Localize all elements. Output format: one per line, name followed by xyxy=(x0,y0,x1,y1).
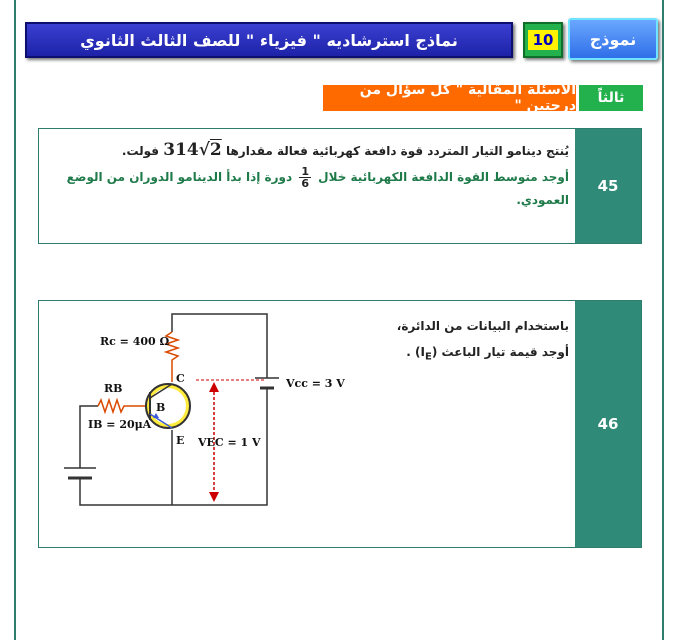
label-ib: IB = 20μA xyxy=(88,418,152,431)
label-collector: C xyxy=(176,372,185,385)
section-title: الأسئلة المقالية " كل سؤال من درجتين " xyxy=(323,85,576,111)
question-number: 45 xyxy=(575,129,641,243)
wire-top xyxy=(172,314,267,378)
q45-line3: العمودي. xyxy=(516,193,569,207)
q46-line1: باستخدام البيانات من الدائرة، xyxy=(396,319,569,333)
resistor-rb xyxy=(98,400,148,412)
q45-value-root: 2 xyxy=(209,140,222,160)
q45-line1-prefix: يُنتج دينامو التيار المتردد قوة دافعة كهربائية فعالة مقدارها xyxy=(225,144,569,158)
fraction-denominator: 6 xyxy=(301,177,309,190)
wire-base-left xyxy=(80,406,98,468)
label-rc: Rc = 400 Ω xyxy=(100,335,170,348)
q45-value: 314√2 xyxy=(163,140,222,160)
q45-line2-prefix: أوجد متوسط القوة الدافعة الكهربائية خلال xyxy=(318,170,569,184)
arrow-up-icon xyxy=(209,382,219,392)
arrow-down-icon xyxy=(209,492,219,502)
section-number: ثالثاً xyxy=(579,85,643,111)
label-vec: VEC = 1 V xyxy=(198,436,261,449)
page-title: نماذج استرشاديه " فيزياء " للصف الثالث الثانوي xyxy=(25,22,513,58)
q45-line1-suffix: فولت. xyxy=(121,144,160,158)
label-vcc: Vcc = 3 V xyxy=(286,377,345,390)
q45-value-main: 314 xyxy=(163,140,199,160)
label-emitter: E xyxy=(176,434,185,447)
label-rb: RB xyxy=(104,382,123,395)
q46-line2-sub: E xyxy=(424,351,432,363)
question-number: 46 xyxy=(575,301,641,547)
q46-line2-text: أوجد قيمة تيار الباعث (I xyxy=(420,345,569,359)
fraction-numerator: 1 xyxy=(301,165,309,178)
q46-line2-end: ) . xyxy=(406,345,421,359)
model-label: نموذج xyxy=(568,18,658,60)
model-number: 10 xyxy=(528,30,559,50)
label-base: B xyxy=(156,401,166,414)
q45-line2-suffix: دورة إذا بدأ الدينامو الدوران من الوضع xyxy=(66,170,293,184)
